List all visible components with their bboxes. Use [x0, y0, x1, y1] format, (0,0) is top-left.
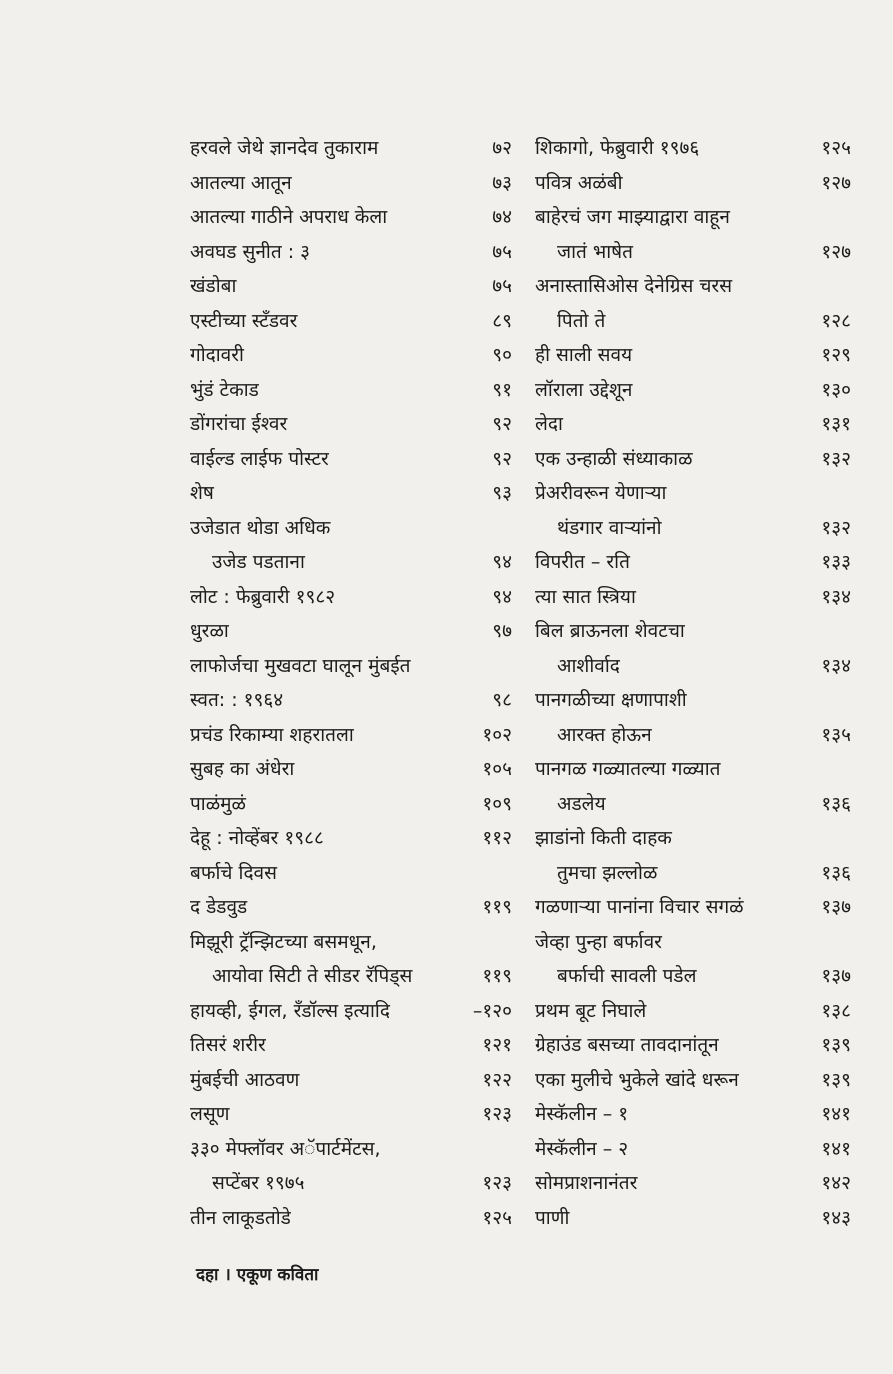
toc-entry-page-number: १०९	[482, 792, 512, 815]
toc-entry-title: लाफोर्जचा मुखवटा घालून मुंबईत	[190, 654, 411, 677]
toc-entry-page-number: १४३	[821, 1206, 851, 1229]
toc-entry-title: एस्टीच्या स्टँडवर	[190, 309, 298, 332]
toc-entry-title: पानगळीच्या क्षणापाशी	[535, 689, 687, 711]
toc-entry-page-number: १०५	[482, 758, 512, 780]
toc-entry-title: तिसरं शरीर	[190, 1034, 266, 1056]
toc-entry-title: स्वत: : १९६४	[190, 689, 284, 711]
toc-entry-title: मुंबईची आठवण	[190, 1068, 300, 1091]
toc-entry-page-number: १२३	[482, 1172, 512, 1194]
toc-entry-title: बर्फाचे दिवस	[190, 861, 277, 884]
toc-entry-title: लसूण	[190, 1103, 230, 1125]
toc-entry-page-number: ९०	[492, 344, 512, 366]
toc-entry-title: जेव्हा पुन्हा बर्फावर	[535, 930, 662, 953]
toc-entry-page-number: १३२	[821, 516, 851, 539]
toc-entry-title: थंडगार वाऱ्यांनो	[557, 516, 662, 539]
toc-entry-title: ३३० मेफ्लॉवर अॅपार्टमेंटस,	[190, 1137, 381, 1160]
toc-entry-title: एका मुलीचे भुकेले खांदे धरून	[535, 1068, 739, 1091]
toc-entry-title: ग्रेहाउंड बसच्या तावदानांतून	[535, 1034, 719, 1056]
toc-entry-title: मेस्कॅलीन – १	[535, 1103, 629, 1125]
toc-entry-title: पाळंमुळं	[190, 792, 246, 815]
toc-entry-page-number: ७३	[492, 171, 512, 194]
toc-entry-title: प्रथम बूट निघाले	[535, 999, 647, 1022]
toc-entry-title: उजेड पडताना	[212, 551, 305, 573]
toc-entry-page-number: ९२	[492, 447, 512, 470]
toc-entry-page-number: १२३	[482, 1103, 512, 1125]
toc-entry-page-number: १०२	[482, 723, 512, 746]
toc-entry-title: सुबह का अंधेरा	[190, 758, 295, 780]
toc-entry-page-number: ८९	[492, 309, 512, 332]
toc-entry-page-number: १३८	[821, 999, 851, 1022]
toc-entry-title: अवघड सुनीत : ३	[190, 240, 311, 263]
toc-entry-page-number: ९३	[492, 482, 512, 504]
toc-entry-title: आतल्या गाठीने अपराध केला	[190, 206, 388, 228]
toc-entry-page-number: १२१	[482, 1034, 512, 1056]
toc-entry-title: विपरीत – रति	[535, 551, 630, 573]
toc-entry-page-number: ७५	[492, 275, 512, 297]
toc-entry-title: लोट : फेब्रुवारी १९८२	[190, 585, 336, 608]
toc-entry-title: पवित्र अळंबी	[535, 171, 623, 194]
toc-entry-page-number: १२५	[821, 137, 851, 159]
toc-entry-title: हायव्ही, ईगल, रँडॉल्स इत्यादि	[190, 999, 390, 1022]
toc-entry-title: हरवले जेथे ज्ञानदेव तुकाराम	[190, 137, 379, 159]
toc-entry-title: झाडांनो किती दाहक	[535, 827, 672, 849]
toc-entry-page-number: १३९	[821, 1068, 851, 1091]
toc-entry-title: बाहेरचं जग माझ्याद्वारा वाहून	[535, 206, 730, 228]
toc-entry-title: गळणाऱ्या पानांना विचार सगळं	[535, 896, 744, 918]
toc-entry-page-number: १३३	[821, 551, 851, 573]
toc-entry-page-number: ११२	[482, 827, 512, 849]
toc-entry-page-number: १२२	[482, 1068, 512, 1091]
toc-entry-page-number: १३६	[821, 792, 851, 815]
toc-entry-page-number: ९८	[492, 689, 512, 711]
toc-entry-page-number: ९७	[492, 620, 512, 642]
toc-entry-page-number: १२७	[821, 171, 851, 194]
toc-entry-title: वाईल्ड लाईफ पोस्टर	[190, 447, 329, 470]
toc-entry-page-number: १३०	[821, 378, 851, 401]
toc-entry-page-number: १३१	[821, 413, 851, 435]
toc-entry-title: त्या सात स्त्रिया	[535, 585, 636, 608]
toc-entry-title: आरक्त होऊन	[557, 723, 652, 746]
toc-entry-title: डोंगरांचा ईश्वर	[190, 413, 288, 435]
toc-entry-title: लॉराला उद्देशून	[535, 378, 633, 401]
toc-entry-title: एक उन्हाळी संध्याकाळ	[535, 447, 693, 470]
toc-entry-title: अनास्तासिओस देनेग्रिस चरस	[535, 275, 733, 297]
toc-entry-title: सप्टेंबर १९७५	[212, 1172, 305, 1194]
toc-entry-title: पितो ते	[557, 309, 606, 332]
toc-entry-page-number: १३२	[821, 447, 851, 470]
toc-entry-title: आयोवा सिटी ते सीडर रॅपिड्स	[212, 965, 413, 987]
toc-entry-title: ही साली सवय	[535, 344, 633, 366]
toc-entry-title: जातं भाषेत	[557, 240, 633, 263]
toc-entry-title: आशीर्वाद	[557, 654, 620, 677]
toc-entry-title: गोदावरी	[190, 344, 244, 366]
toc-entry-title: देहू : नोव्हेंबर १९८८	[190, 827, 324, 849]
toc-entry-title: तुमचा झल्लोळ	[557, 861, 658, 884]
toc-entry-page-number: १४१	[821, 1137, 851, 1160]
toc-entry-title: खंडोबा	[190, 275, 237, 297]
toc-entry-page-number: १२९	[821, 344, 851, 366]
toc-entry-title: लेदा	[535, 413, 563, 435]
toc-entry-title: पानगळ गळ्यातल्या गळ्यात	[535, 758, 721, 780]
toc-entry-title: धुरळा	[190, 620, 229, 642]
toc-entry-page-number: १२८	[821, 309, 851, 332]
toc-entry-title: शिकागो, फेब्रुवारी १९७६	[535, 137, 700, 159]
toc-entry-page-number: १३६	[821, 861, 851, 884]
toc-entry-page-number: ७४	[492, 206, 512, 228]
toc-entry-page-number: १२७	[821, 240, 851, 263]
toc-entry-page-number: –१२०	[472, 999, 512, 1022]
toc-entry-page-number: १४१	[821, 1103, 851, 1125]
toc-entry-title: अडलेय	[557, 792, 606, 815]
toc-entry-page-number: १३५	[821, 723, 851, 746]
toc-entry-page-number: १३९	[821, 1034, 851, 1056]
toc-entry-page-number: ९४	[492, 551, 512, 573]
toc-entry-title: तीन लाकूडतोडे	[190, 1206, 291, 1229]
toc-entry-title: प्रेअरीवरून येणाऱ्या	[535, 482, 667, 504]
toc-entry-page-number: १३४	[821, 654, 851, 677]
toc-entry-page-number: ९२	[492, 413, 512, 435]
toc-entry-title: आतल्या आतून	[190, 171, 292, 194]
toc-entry-page-number: १३७	[821, 896, 851, 918]
toc-entry-title: प्रचंड रिकाम्या शहरातला	[190, 723, 354, 746]
toc-entry-page-number: १४२	[821, 1172, 851, 1194]
toc-entry-page-number: ७२	[492, 137, 512, 159]
toc-entry-page-number: १२५	[482, 1206, 512, 1229]
toc-entry-title: पाणी	[535, 1206, 570, 1229]
toc-entry-title: शेष	[190, 482, 214, 504]
toc-entry-title: बर्फाची सावली पडेल	[557, 965, 697, 987]
toc-entry-page-number: १३४	[821, 585, 851, 608]
toc-entry-page-number: ७५	[492, 240, 512, 263]
toc-entry-page-number: ९४	[492, 585, 512, 608]
toc-entry-title: मेस्कॅलीन – २	[535, 1137, 629, 1160]
toc-entry-title: उजेडात थोडा अधिक	[190, 516, 331, 539]
toc-entry-page-number: ११९	[482, 896, 512, 918]
toc-entry-title: बिल ब्राऊनला शेवटचा	[535, 620, 685, 642]
toc-entry-title: सोमप्राशनानंतर	[535, 1172, 638, 1194]
toc-entry-title: द डेडवुड	[190, 896, 248, 918]
toc-entry-page-number: ११९	[482, 965, 512, 987]
toc-entry-title: मिझूरी ट्रॅन्झिटच्या बसमधून,	[190, 930, 377, 953]
toc-entry-page-number: ९१	[492, 378, 512, 401]
toc-entry-page-number: १३७	[821, 965, 851, 987]
page-footer: दहा । एकूण कविता	[196, 1265, 319, 1285]
toc-entry-title: भुंडं टेकाड	[190, 378, 259, 401]
